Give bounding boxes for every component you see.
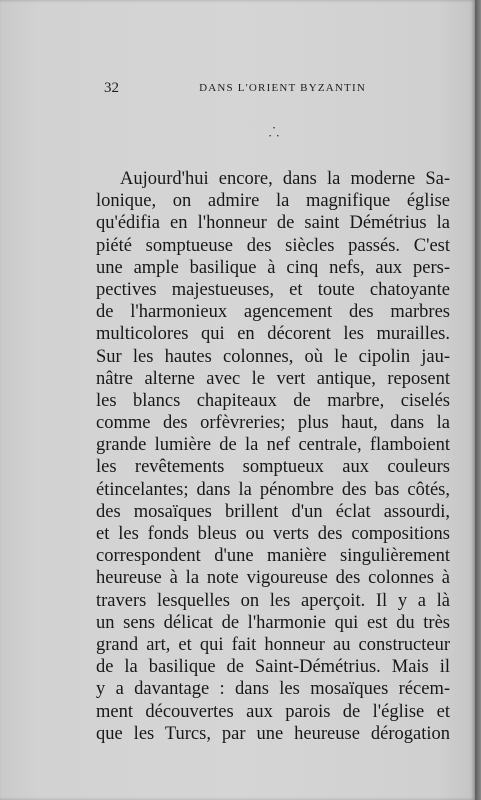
text-line: Aujourd'hui encore, dans la moderne Sa- xyxy=(120,169,450,189)
text-line: qu'édifia en l'honneur de saint Démétrius la xyxy=(96,213,450,234)
text-line: comme des orfèvreries; plus haut, dans la xyxy=(96,413,450,434)
text-line: un sens délicat de l'harmonie qui est du très xyxy=(96,612,450,633)
text-line: y a davantage : dans les mosaïques récem- xyxy=(96,679,450,700)
text-line: que les Turcs, par une heureuse dérogation xyxy=(96,723,450,744)
page-edge-shadow xyxy=(475,0,481,800)
text-line: multicolores qui en décorent les murailles. xyxy=(96,324,450,345)
text-line: travers lesquelles on les aperçoit. Il y a là xyxy=(96,590,450,611)
text-line: ment découvertes aux parois de l'église et xyxy=(96,701,450,722)
text-line: et les fonds bleus ou verts des compositions xyxy=(96,524,450,544)
text-line: de la basilique de Saint-Démétrius. Mais il xyxy=(96,657,450,678)
text-line: grand art, et qui fait honneur au constructeur xyxy=(96,634,450,655)
text-line: étincelantes; dans la pénombre des bas côtés, xyxy=(96,479,450,500)
text-line: piété somptueuse des siècles passés. C'est xyxy=(96,235,450,256)
text-line: Sur les hautes colonnes, où le cipolin jau- xyxy=(96,346,450,367)
page-number: 32 xyxy=(104,80,119,96)
text-line: correspondent d'une manière singulièrement xyxy=(96,546,450,567)
body-text xyxy=(96,168,450,745)
page-header xyxy=(104,80,366,98)
section-break-asterism: · · · xyxy=(268,120,280,143)
text-line: heureuse à la note vigoureuse des colonnes à xyxy=(96,568,450,589)
text-line: les blancs chapiteaux de marbre, ciselés xyxy=(96,390,450,411)
text-line: les revêtements somptueux aux couleurs xyxy=(96,457,450,478)
text-line: une ample basilique à cinq nefs, aux pers- xyxy=(96,257,450,278)
text-line: lonique, on admire la magnifique église xyxy=(96,191,450,212)
text-line: de l'harmonieux agencement des marbres xyxy=(96,302,450,323)
running-title: DANS L'ORIENT BYZANTIN xyxy=(199,82,366,94)
text-line: pectives majestueuses, et toute chatoyante xyxy=(96,279,450,300)
text-line: grande lumière de la nef centrale, flamboient xyxy=(96,435,450,456)
text-line: nâtre alterne avec le vert antique, reposent xyxy=(96,368,450,389)
text-line: des mosaïques brillent d'un éclat assourdi, xyxy=(96,501,450,522)
